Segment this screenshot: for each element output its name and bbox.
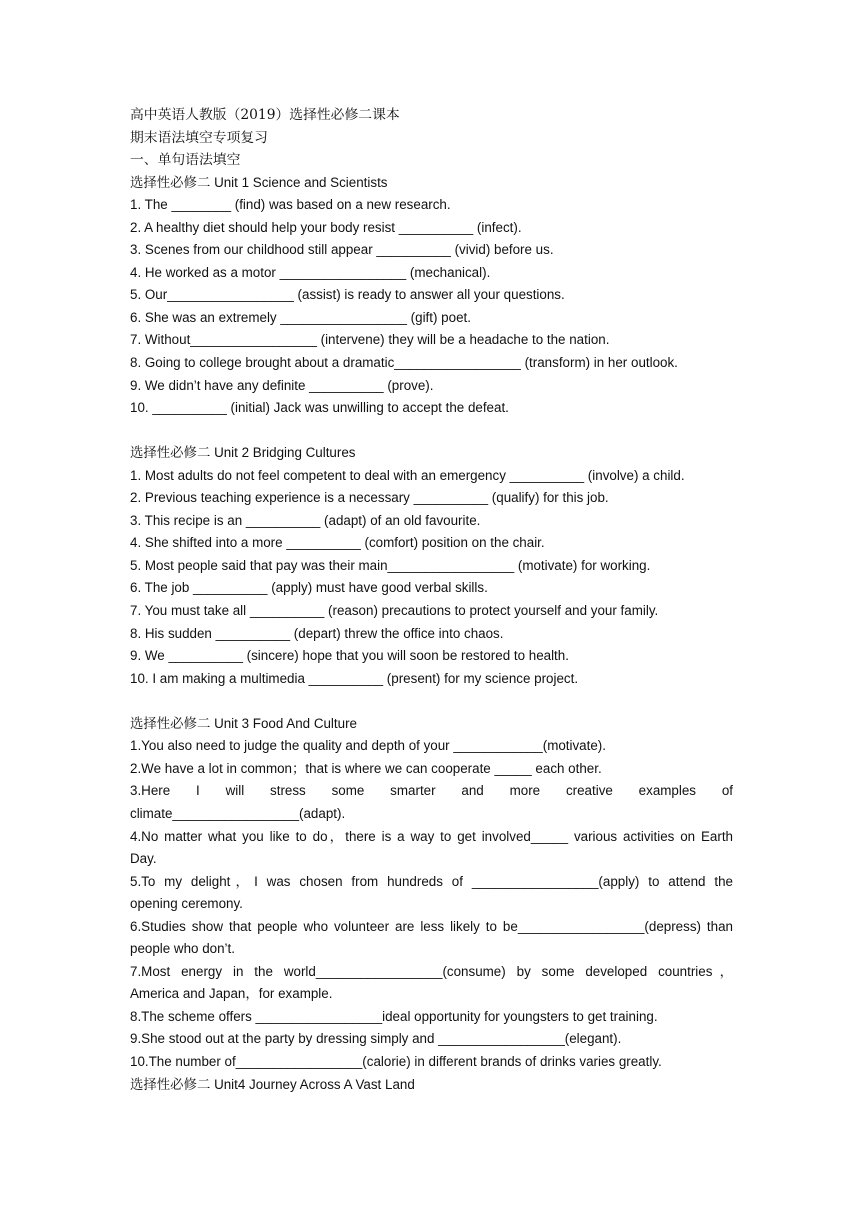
unit3-line-3-cont: climate_________________(adapt). <box>130 805 346 821</box>
unit2-item-6: 6. The job __________ (apply) must have good verbal skills. <box>130 580 488 596</box>
unit3-line-7-cont: America and Japan，for example. <box>130 986 333 1002</box>
blank-line <box>130 420 733 443</box>
unit2-item-7: 7. You must take all __________ (reason) precautions to protect yourself and your family. <box>130 603 659 619</box>
unit1-item-1: 1. The ________ (find) was based on a new research. <box>130 197 451 213</box>
unit1-item-6: 6. She was an extremely _________________ (gift) poet. <box>130 309 471 325</box>
document-subtitle: 期末语法填空专项复习 <box>130 129 268 146</box>
unit2-item-3: 3. This recipe is an __________ (adapt) of an old favourite. <box>130 512 481 528</box>
unit1-item-10: 10. __________ (initial) Jack was unwilling to accept the defeat. <box>130 400 509 416</box>
unit3-line-1: 1.You also need to judge the quality and depth of your ____________(motivate). <box>130 738 606 754</box>
unit2-item-2: 2. Previous teaching experience is a necessary __________ (qualify) for this job. <box>130 490 609 506</box>
unit2-item-9: 9. We __________ (sincere) hope that you will soon be restored to health. <box>130 648 569 664</box>
unit3-line-3: 3.Here I will stress some smarter and more creative examples of <box>130 783 733 799</box>
unit3-line-4: 4.No matter what you like to do，there is a way to get involved_____ various activities on Earth <box>130 828 733 844</box>
section-heading-part1: 一、单句语法填空 <box>130 152 241 169</box>
unit1-item-9: 9. We didn’t have any definite __________ (prove). <box>130 377 434 393</box>
unit3-line-7: 7.Most energy in the world_________________(consume) by some developed countries， <box>130 963 733 979</box>
document-body <box>130 104 733 1096</box>
unit2-item-4: 4. She shifted into a more __________ (comfort) position on the chair. <box>130 535 545 551</box>
unit1-item-8: 8. Going to college brought about a dramatic_________________ (transform) in her outlook. <box>130 355 678 371</box>
unit3-heading: 选择性必修二 Unit 3 Food And Culture <box>130 715 357 731</box>
unit1-item-7: 7. Without_________________ (intervene) they will be a headache to the nation. <box>130 332 610 348</box>
unit2-item-1: 1. Most adults do not feel competent to deal with an emergency __________ (involve) a child. <box>130 467 685 483</box>
unit2-heading: 选择性必修二 Unit 2 Bridging Cultures <box>130 445 356 461</box>
unit2-item-5: 5. Most people said that pay was their main_________________ (motivate) for working. <box>130 557 651 573</box>
unit3-line-10: 10.The number of_________________(calorie) in different brands of drinks varies greatly. <box>130 1053 662 1069</box>
document-title: 高中英语人教版（2019）选择性必修二课本 <box>130 107 400 123</box>
unit4-heading: 选择性必修二 Unit4 Journey Across A Vast Land <box>130 1076 415 1092</box>
unit3-line-2: 2.We have a lot in common；that is where we can cooperate _____ each other. <box>130 760 602 776</box>
unit1-item-4: 4. He worked as a motor _________________ (mechanical). <box>130 264 491 280</box>
unit1-item-5: 5. Our_________________ (assist) is ready to answer all your questions. <box>130 287 565 303</box>
blank-line <box>130 690 733 713</box>
unit2-item-8: 8. His sudden __________ (depart) threw the office into chaos. <box>130 625 504 641</box>
unit3-line-9: 9.She stood out at the party by dressing simply and _________________(elegant). <box>130 1031 622 1047</box>
unit3-line-6: 6.Studies show that people who volunteer are less likely to be_________________(depress) than <box>130 918 733 934</box>
unit3-line-5: 5.To my delight，I was chosen from hundreds of _________________(apply) to attend the <box>130 873 733 889</box>
unit1-item-2: 2. A healthy diet should help your body resist __________ (infect). <box>130 219 522 235</box>
unit3-line-4-cont: Day. <box>130 851 157 867</box>
unit3-line-6-cont: people who don’t. <box>130 941 235 957</box>
unit3-line-8: 8.The scheme offers _________________ideal opportunity for youngsters to get training. <box>130 1008 658 1024</box>
unit3-line-5-cont: opening ceremony. <box>130 896 243 912</box>
unit1-item-3: 3. Scenes from our childhood still appear __________ (vivid) before us. <box>130 242 554 258</box>
unit1-heading: 选择性必修二 Unit 1 Science and Scientists <box>130 174 388 190</box>
unit2-item-10: 10. I am making a multimedia __________ (present) for my science project. <box>130 670 579 686</box>
